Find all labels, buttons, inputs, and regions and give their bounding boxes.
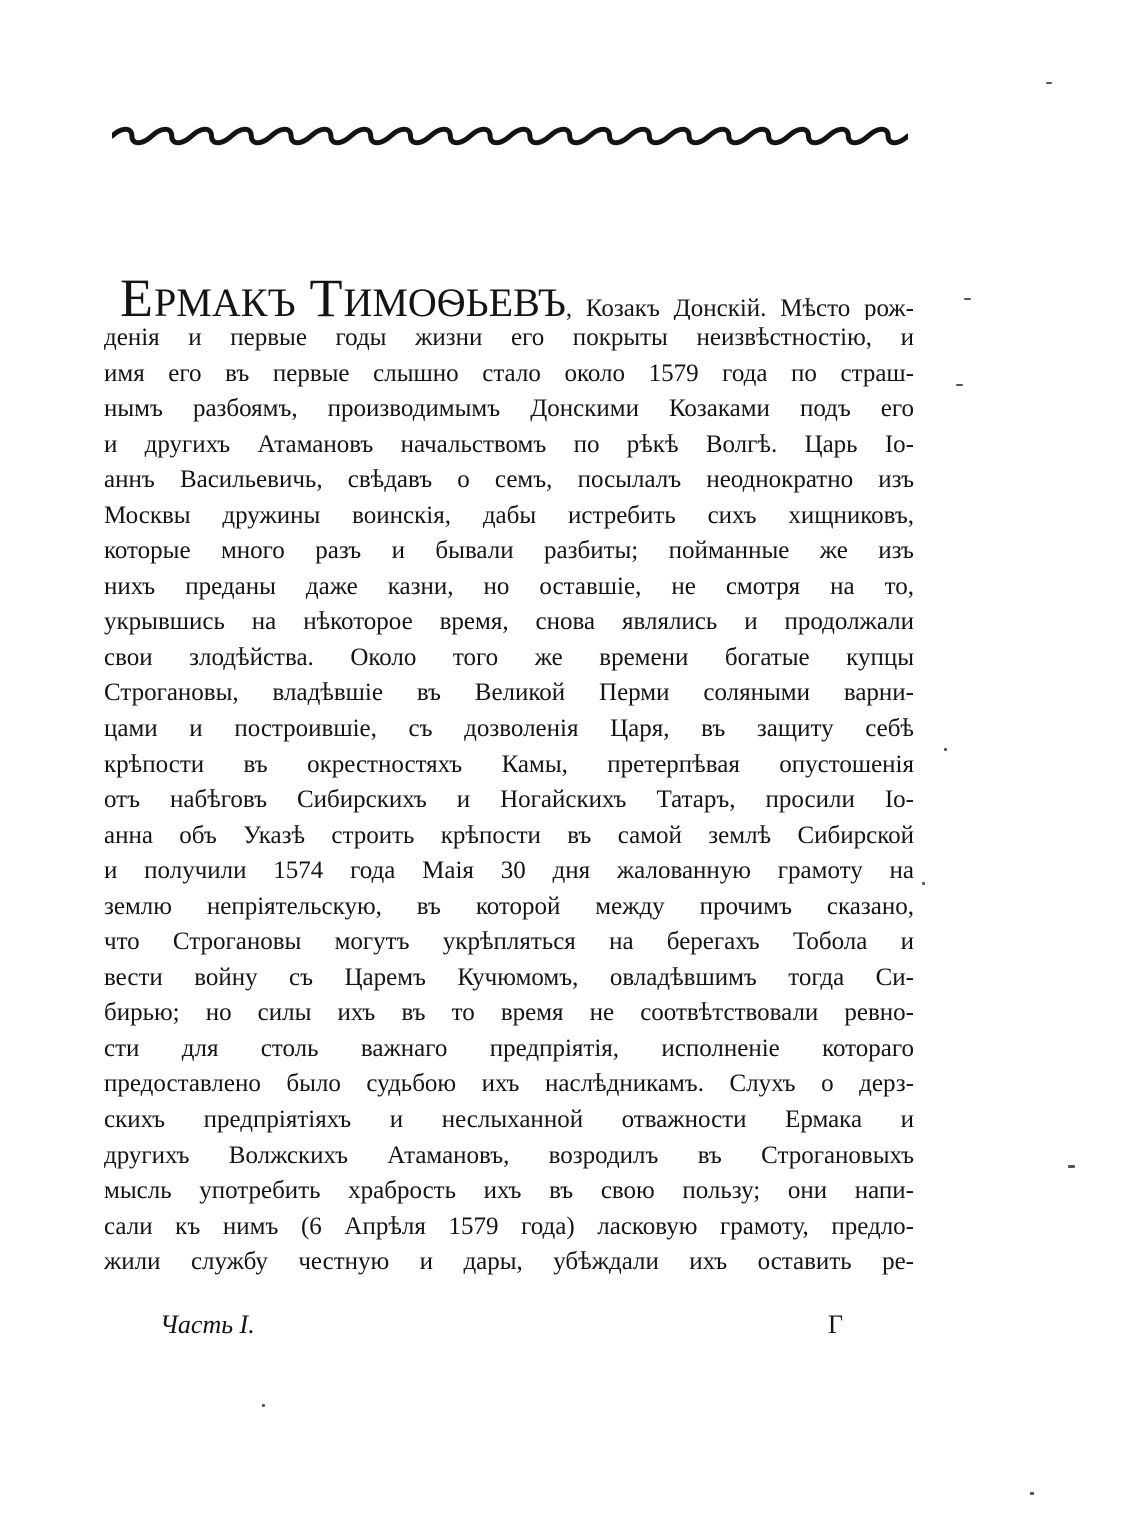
text-line: сали къ нимъ (6 Апрѣля 1579 года) ласковую грамоту, предло- — [104, 1212, 914, 1240]
text-line: отъ набѣговъ Сибирскихъ и Ногайскихъ Татаръ, просили Іо- — [104, 786, 914, 814]
text-line: нымъ разбоямъ, производимымъ Донскими Козаками подъ его — [104, 395, 914, 423]
text-line: что Строгановы могутъ укрѣпляться на берегахъ Тобола и — [104, 928, 914, 956]
main-text — [104, 268, 914, 1280]
text-line: бирью; но силы ихъ въ то время не соотвѣтствовали ревно- — [104, 999, 914, 1027]
scan-speck — [956, 384, 963, 386]
text-line: землю непріятельскую, въ которой между прочимъ сказано, — [104, 892, 914, 920]
text-line: Москвы дружины воинскія, дабы истребить сихъ хищниковъ, — [104, 501, 914, 529]
text-line: которые много разъ и бывали разбиты; пойманные же изъ — [104, 537, 914, 565]
text-line: укрывшись на нѣкоторое время, снова являлись и продолжали — [104, 608, 914, 636]
text-line: скихъ предпріятіяхъ и неслыханной отважности Ермака и — [104, 1106, 914, 1134]
text-line: имя его въ первые слышно стало около 1579 года по страш- — [104, 359, 914, 387]
text-line: аннъ Васильевичь, свѣдавъ о семъ, посылалъ неоднократно изъ — [104, 466, 914, 494]
text-line: предоставлено было судьбою ихъ наслѣдникамъ. Слухъ о дерз- — [104, 1070, 914, 1098]
heading-line — [104, 268, 914, 320]
text-line: свои злодѣйства. Около того же времени богатые купцы — [104, 643, 914, 671]
heading-dropcap-2: Т — [309, 268, 344, 320]
scan-speck — [964, 298, 971, 300]
scan-speck — [262, 1404, 265, 1407]
scan-speck — [1030, 1492, 1034, 1495]
scan-speck — [944, 748, 947, 751]
text-line: сти для столь важнаго предпріятія, исполненіе котораго — [104, 1034, 914, 1062]
heading-rest: , Козакъ Донскій. Мѣсто рож- — [565, 295, 914, 320]
text-line: крѣпости въ окрестностяхъ Камы, претерпѣвая опустошенія — [104, 750, 914, 778]
scan-speck — [922, 882, 925, 885]
text-line: мысль употребить храбрость ихъ въ свою пользу; они напи- — [104, 1177, 914, 1205]
text-line: жили службу честную и дары, убѣждали ихъ оставить ре- — [104, 1248, 914, 1276]
scan-speck — [1046, 82, 1052, 84]
signature-mark: Часть I. — [160, 1310, 255, 1339]
page-footer — [160, 1310, 860, 1350]
text-line: анна объ Указѣ строить крѣпости въ самой землѣ Сибирской — [104, 821, 914, 849]
text-line: и другихъ Атамановъ начальствомъ по рѣкѣ Волгѣ. Царь Іо- — [104, 430, 914, 458]
text-line: денія и первые годы жизни его покрыты неизвѣстностію, и — [104, 324, 914, 351]
text-line: Строгановы, владѣвшіе въ Великой Перми соляными варни- — [104, 679, 914, 707]
heading-smallcaps-2: ИМОѲЬЕВЪ — [343, 280, 566, 320]
text-line: другихъ Волжскихъ Атамановъ, возродилъ въ Строгановыхъ — [104, 1141, 914, 1169]
scan-speck — [1068, 1165, 1075, 1168]
text-line: вести войну съ Царемъ Кучюмомъ, овладѣвшимъ тогда Си- — [104, 963, 914, 991]
heading-smallcaps-1: РМАКЪ — [154, 280, 296, 320]
wave-ornament — [112, 118, 908, 154]
text-line: нихъ преданы даже казни, но оставшіе, не смотря на то, — [104, 572, 914, 600]
text-line: и получили 1574 года Маія 30 дня жалованную грамоту на — [104, 857, 914, 885]
folio-letter: Г — [828, 1310, 844, 1339]
heading-dropcap-1: Е — [120, 268, 154, 320]
text-line: цами и построившіе, съ дозволенія Царя, въ защиту себѣ — [104, 715, 914, 743]
